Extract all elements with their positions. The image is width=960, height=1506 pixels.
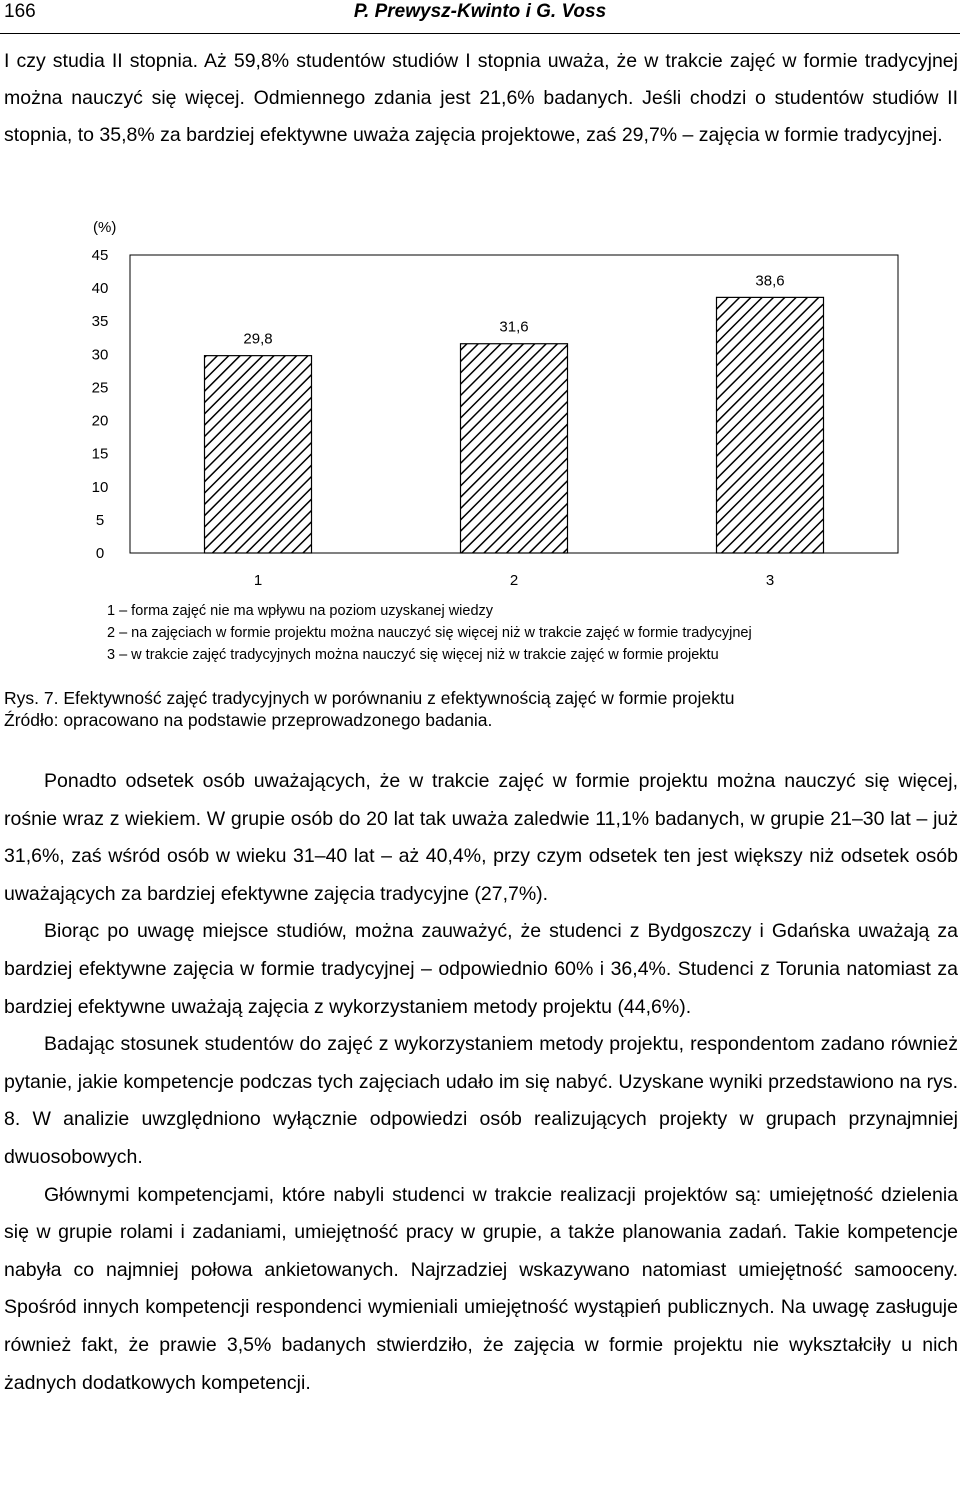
legend-item: 2 – na zajęciach w formie projektu można nauczyć się więcej niż w trakcie zajęć w formie tradycyjnej [107,625,752,641]
bar-3 [717,297,824,553]
x-tick-label: 3 [765,572,775,589]
y-tick-label: 45 [91,247,109,264]
y-tick-label: 5 [95,511,105,529]
x-tick-label: 2 [509,572,519,589]
y-tick-label: 30 [91,346,109,364]
body-paragraph: Biorąc po uwagę miejsce studiów, można zauważyć, że studenci z Bydgoszczy i Gdańska uważają za bardziej efektywne zajęcia w formie tradycyjnej – odpowiednio 60% i 36,4%. Studenci z Torunia natomiast za bardziej efektywne uważają zajęcia z wykorzystaniem metody projektu (44,6%). [4,920,958,1018]
y-axis-label: (%) [93,219,117,236]
caption-title: Efektywność zajęć tradycyjnych w porównaniu z efektywnością zajęć w formie projektu [63,688,735,708]
running-head: P. Prewysz-Kwinto i G. Voss [353,1,607,22]
bar-chart [0,210,960,595]
y-tick-label: 25 [91,379,109,397]
y-tick-label: 15 [91,445,109,463]
bar-value-label: 29,8 [243,330,273,348]
bar-2 [461,344,568,553]
x-axis-ticks [254,572,774,589]
caption-label: Rys. 7. [4,688,59,708]
body-paragraph: Badając stosunek studentów do zajęć z wykorzystaniem metody projektu, respondentom zadano również pytanie, jakie kompetencje podczas tych zajęciach udało im się nabyć. Uzyskane wyniki przedstawiono na rys. 8. W analizie uwzględniono wyłącznie odpowiedzi osób realizujących projekty w grupach przynajmniej dwuosobowych. [4,1033,958,1168]
y-tick-label: 0 [95,545,105,562]
chart-legend [107,600,947,666]
figure-caption [4,688,954,731]
body-paragraph: Ponadto odsetek osób uważających, że w trakcie zajęć w formie projektu można nauczyć się więcej, rośnie wraz z wiekiem. W grupie osób do 20 lat tak uważa zaledwie 11,1% badanych, w grupie 21–30 lat – już 31,6%, zaś wśród osób w wieku 31–40 lat – aż 40,4%, przy czym odsetek ten jest większy niż odsetek osób uważających za bardziej efektywne zajęcia tradycyjne (27,7%). [4,770,958,905]
caption-source: Źródło: opracowano na podstawie przeprowadzonego badania. [4,709,493,730]
body-paragraph: Głównymi kompetencjami, które nabyli studenci w trakcie realizacji projektów są: umiejętność dzielenia się w grupie rolami i zadaniami, umiejętność pracy w grupie, a także planowania zadań. Takie kompetencje nabyła co najmniej połowa ankietowanych. Najrzadziej wskazywano natomiast umiejętność samooceny. Spośród innych kompetencji respondenci wymieniali umiejętność wystąpień publicznych. Na uwagę zasługuje również fakt, że prawie 3,5% badanych stwierdziło, że zajęcia w formie projektu nie wykształciły u nich żadnych dodatkowych kompetencji. [4,1183,958,1394]
bar-value-label: 31,6 [499,318,529,336]
y-tick-label: 35 [91,313,109,331]
y-tick-label: 40 [91,280,109,298]
value-labels [243,272,784,347]
intro-paragraph: I czy studia II stopnia. Aż 59,8% studentów studiów I stopnia uważa, że w trakcie zajęć w formie tradycyjnej można nauczyć się więcej. Odmiennego zdania jest 21,6% badanych. Jeśli chodzi o studentów studiów II stopnia, to 35,8% za bardziej efektywne uważa zajęcia projektowe, zaś 29,7% – zajęcia w formie tradycyjnej. [4,50,958,146]
bar-1 [205,356,312,553]
x-tick-label: 1 [253,572,263,589]
y-axis-ticks [92,247,109,562]
y-tick-label: 10 [91,478,109,496]
legend-item: 1 – forma zajęć nie ma wpływu na poziom uzyskanej wiedzy [107,603,494,619]
bar-value-label: 38,6 [755,272,785,290]
page-header [0,0,960,34]
legend-item: 3 – w trakcie zajęć tradycyjnych można nauczyć się więcej niż w trakcie zajęć w formie projektu [107,647,719,663]
y-tick-label: 20 [91,412,109,430]
page-number: 166 [4,1,36,22]
body-text [4,763,958,1402]
